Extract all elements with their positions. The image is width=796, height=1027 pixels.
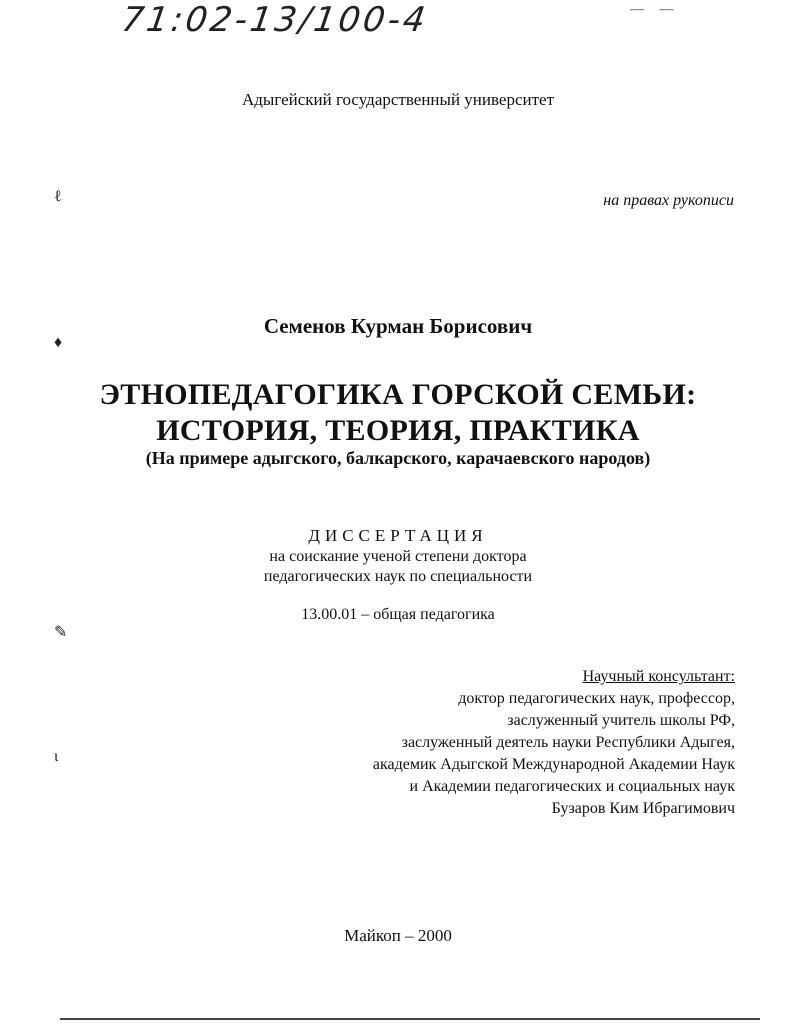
margin-mark-3: ✎: [54, 624, 68, 641]
margin-mark-2: ♦: [54, 334, 63, 351]
margin-mark-4: ι: [54, 748, 59, 765]
archive-code-handwritten: 71:02-13/100-4: [119, 0, 431, 40]
degree-line-2: педагогических наук по специальности: [263, 568, 533, 585]
consultant-line: заслуженный деятель науки Республики Адыгея,: [401, 734, 735, 751]
consultant-line: и Академии педагогических и социальных наук: [409, 778, 735, 795]
consultant-label: Научный консультант:: [582, 668, 735, 685]
title-subtitle: (На примере адыгского, балкарского, карачаевского народов): [145, 448, 651, 468]
specialty: 13.00.01 – общая педагогика: [301, 606, 495, 623]
degree-line-1: на соискание ученой степени доктора: [269, 548, 527, 565]
consultant-line: академик Адыгской Международной Академии Наук: [372, 756, 735, 773]
author-name: Семенов Курман Борисович: [263, 314, 533, 338]
margin-mark-1: ℓ: [54, 188, 62, 205]
consultant-name: Бузаров Ким Ибрагимович: [551, 800, 735, 817]
title-line-2: ИСТОРИЯ, ТЕОРИЯ, ПРАКТИКА: [156, 414, 640, 447]
city-year: Майкоп – 2000: [344, 926, 452, 945]
bottom-rule: [60, 1018, 760, 1020]
title-line-1: ЭТНОПЕДАГОГИКА ГОРСКОЙ СЕМЬИ:: [99, 378, 697, 411]
university-name: Адыгейский государственный университет: [241, 90, 555, 109]
scientific-consultant: [373, 666, 735, 820]
corner-marks: — —: [630, 2, 680, 17]
consultant-line: доктор педагогических наук, профессор,: [458, 690, 735, 707]
document-type: ДИССЕРТАЦИЯ: [308, 526, 488, 545]
consultant-line: заслуженный учитель школы РФ,: [507, 712, 735, 729]
manuscript-note: на правах рукописи: [603, 192, 734, 209]
